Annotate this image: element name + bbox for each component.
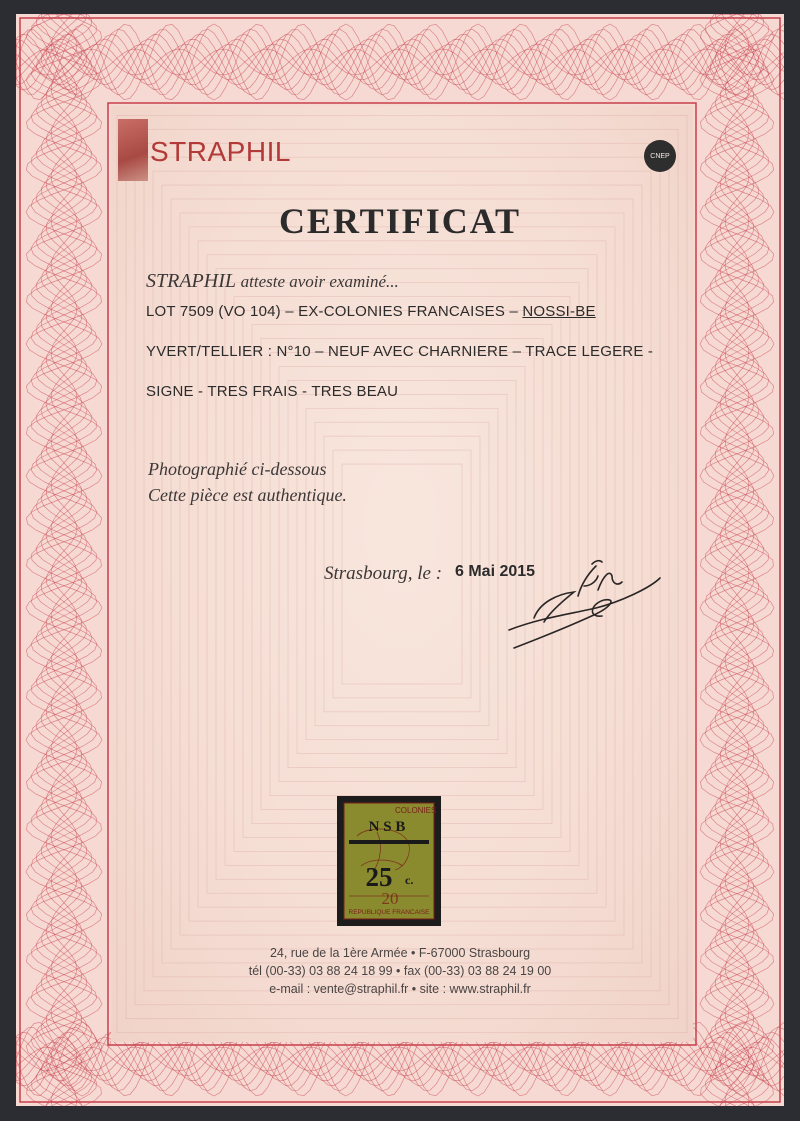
authentic-line: Cette pièce est authentique. <box>148 485 347 505</box>
certificate-title: CERTIFICAT <box>278 201 522 241</box>
photo-note <box>148 456 347 508</box>
stamp-base-value: 20 <box>381 889 399 908</box>
stamp-overprint-unit: c. <box>405 873 414 887</box>
stamp-bottom-text: REPUBLIQUE FRANCAISE <box>348 909 430 916</box>
footer-phones: tél (00-33) 03 88 24 18 99 • fax (00-33) 03 88 24 19 00 <box>248 964 552 978</box>
condition-line: SIGNE - TRES FRAIS - TRES BEAU <box>146 383 399 400</box>
lot-text: LOT 7509 (VO 104) – EX-COLONIES FRANCAISES – <box>146 303 518 320</box>
intro-line <box>146 270 399 293</box>
lot-line <box>146 303 596 320</box>
nossi-be-stamp <box>337 796 441 926</box>
intro-brand: STRAPHIL <box>146 270 236 292</box>
stamp-overprint-letters: N S B <box>368 819 406 835</box>
stamp-top-text: COLONIES <box>395 806 437 815</box>
lot-place: NOSSI-BE <box>522 303 596 320</box>
catalog-line: YVERT/TELLIER : N°10 – NEUF AVEC CHARNIERE – TRACE LEGERE - <box>146 343 654 360</box>
footer-contact <box>0 944 800 998</box>
place-label: Strasbourg, le : <box>324 563 443 584</box>
photo-line: Photographié ci-dessous <box>148 459 327 479</box>
cnep-seal <box>644 140 676 172</box>
stamp-overprint-bar <box>349 840 429 844</box>
footer-address: 24, rue de la 1ère Armée • F-67000 Strasbourg <box>269 946 531 960</box>
cnep-seal-text: CNEP <box>650 152 670 160</box>
stamp-photo <box>337 796 441 926</box>
stamp-overprint-value: 25 <box>365 862 393 892</box>
footer-web: e-mail : vente@straphil.fr • site : www.straphil.fr <box>269 982 531 996</box>
handwritten-signature <box>500 552 670 662</box>
straphil-logo-text: STRAPHIL <box>150 136 291 167</box>
intro-text: atteste avoir examiné... <box>240 272 399 291</box>
certificate-date: 6 Mai 2015 <box>455 563 536 580</box>
straphil-logo-mark <box>118 119 148 181</box>
